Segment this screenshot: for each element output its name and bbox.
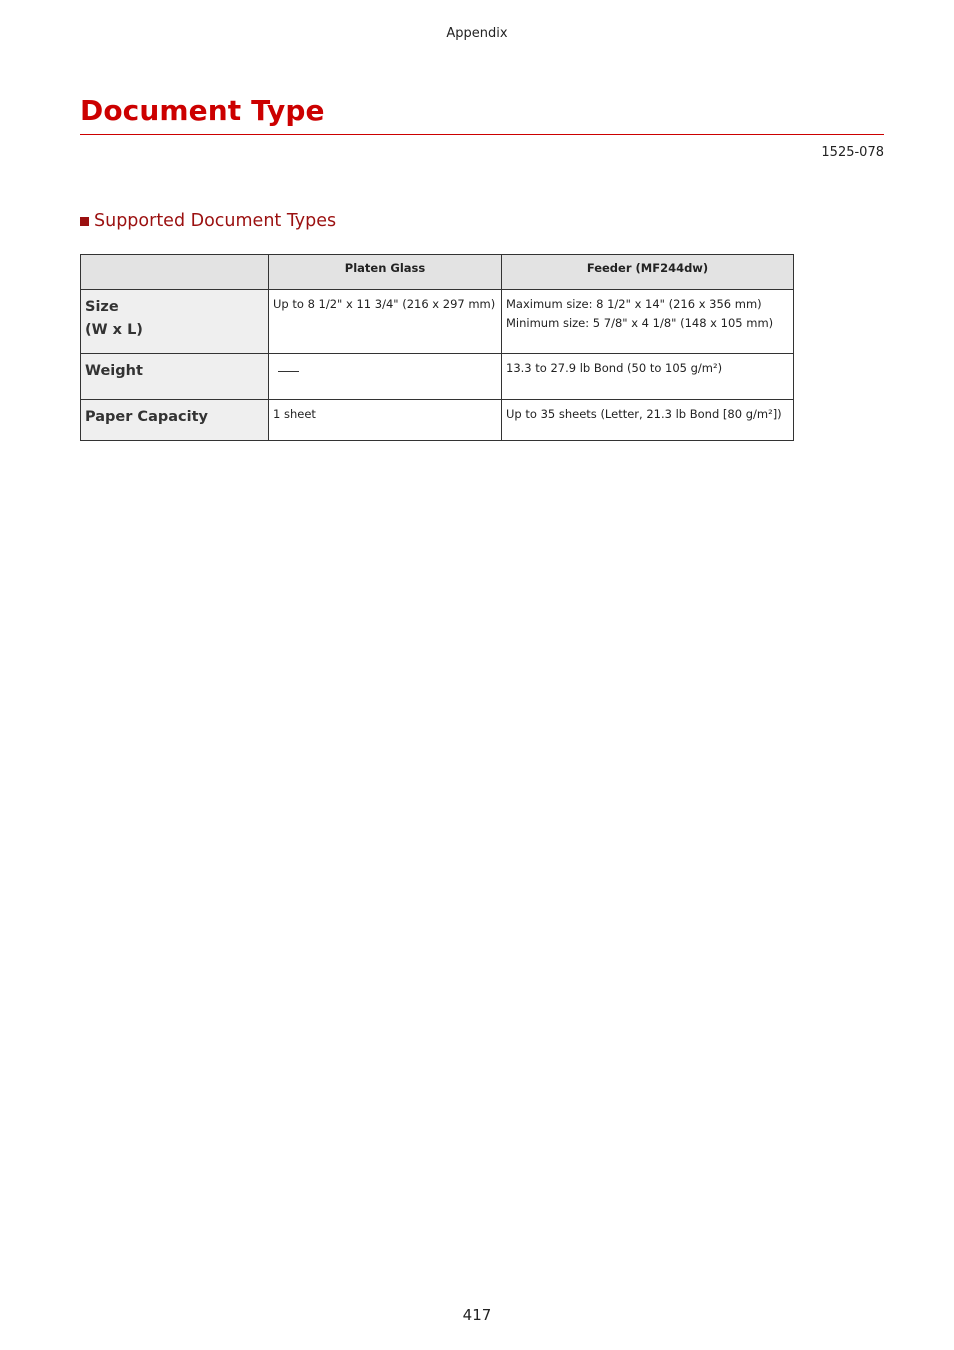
platen-glass-size: Up to 8 1/2" x 11 3/4" (216 x 297 mm)	[269, 290, 502, 354]
feeder-capacity-value: Up to 35 sheets (Letter, 21.3 lb Bond [80 g/m²])	[506, 407, 782, 421]
document-id: 1525-078	[821, 145, 884, 160]
document-types-table	[80, 254, 794, 441]
column-header-platen-glass: Platen Glass	[269, 255, 502, 290]
feeder-size	[502, 290, 794, 354]
row-label-line: Paper Capacity	[85, 409, 208, 425]
table-row	[81, 400, 794, 441]
feeder-size-min: Minimum size: 5 7/8" x 4 1/8" (148 x 105 mm)	[506, 316, 774, 330]
running-header: Appendix	[446, 26, 508, 41]
row-label-line: (W x L)	[85, 322, 143, 338]
platen-glass-capacity: 1 sheet	[269, 400, 502, 441]
page-title: Document Type	[80, 94, 325, 127]
platen-glass-weight	[269, 354, 502, 400]
title-divider	[80, 134, 884, 135]
row-label-line: Size	[85, 299, 119, 315]
feeder-weight	[502, 354, 794, 400]
table-header-row	[81, 255, 794, 290]
column-header-empty	[81, 255, 269, 290]
section-heading-text: Supported Document Types	[94, 211, 337, 231]
row-label-line: Weight	[85, 363, 143, 379]
row-label-size	[81, 290, 269, 354]
row-label-weight	[81, 354, 269, 400]
column-header-feeder: Feeder (MF244dw)	[502, 255, 794, 290]
section-heading	[80, 211, 336, 231]
page-number: 417	[462, 1306, 492, 1324]
feeder-size-max: Maximum size: 8 1/2" x 14" (216 x 356 mm)	[506, 297, 762, 311]
table-row	[81, 354, 794, 400]
feeder-capacity	[502, 400, 794, 441]
row-label-paper-capacity	[81, 400, 269, 441]
feeder-weight-value: 13.3 to 27.9 lb Bond (50 to 105 g/m²)	[506, 361, 723, 375]
square-bullet-icon	[80, 217, 89, 226]
not-applicable-dash-icon	[278, 371, 299, 372]
table-row	[81, 290, 794, 354]
